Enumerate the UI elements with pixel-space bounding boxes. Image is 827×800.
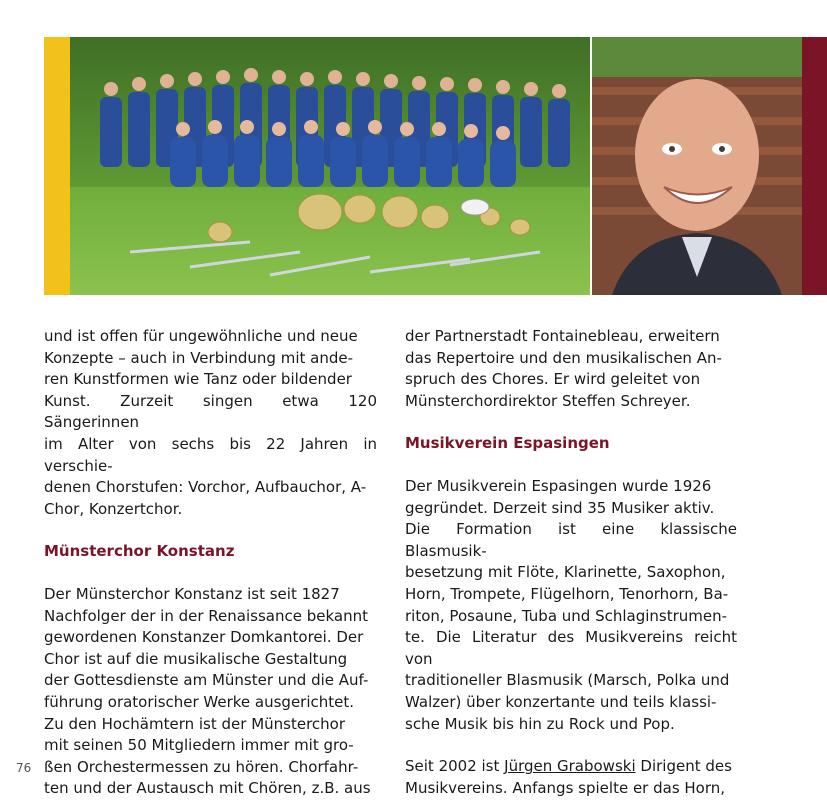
photo-band	[44, 37, 827, 295]
band-group-photo	[70, 37, 590, 295]
red-accent-bar	[802, 37, 827, 295]
intro-paragraph-right: der Partnerstadt Fontainebleau, erweitern das Repertoire und den musikalischen An- spruch des Chores. Er wird geleitet von Münsterchordirektor Steffen Schreyer.	[405, 327, 722, 410]
heading-muensterchor: Münsterchor Konstanz	[44, 542, 235, 561]
heading-musikverein: Musikverein Espasingen	[405, 434, 610, 453]
conductor-portrait	[592, 37, 802, 295]
left-column	[44, 326, 377, 800]
link-juergen-grabowski[interactable]: Jürgen Grabowski	[504, 757, 636, 776]
paragraph-dirigent: Seit 2002 ist Jürgen Grabowski Dirigent des Musikvereins. Anfangs spielte er das Horn,	[405, 757, 732, 797]
intro-paragraph-left: und ist offen für ungewöhnliche und neue Konzepte – auch in Verbindung mit ande- ren Kunstformen wie Tanz oder bildender Kunst. Zurzeit singen etwa 120 Sängerinnen im Alter von sechs bis 22 Jahren in verschie- denen Chorstufen: Vorchor, Aufbauchor, A- Chor, Konzertchor.	[44, 327, 377, 518]
paragraph-muensterchor: Der Münsterchor Konstanz ist seit 1827 Nachfolger der in der Renaissance bekannt gewordenen Konstanzer Domkantorei. Der Chor ist auf die musikalische Gestaltung der Gottesdienste am Münster und die Auf- führung oratorischer Werke ausgerichtet. Zu den Hochämtern ist der Münsterchor mit seinen 50 Mitgliedern immer mit gro- ßen Orchestermessen zu hören. Chorfahr- ten und der Austausch mit Chören, z.B. aus	[44, 584, 371, 798]
paragraph-musikverein: Der Musikverein Espasingen wurde 1926 gegründet. Derzeit sind 35 Musiker aktiv. Die Formation ist eine klassische Blasmusik- besetzung mit Flöte, Klarinette, Saxophon, Horn, Trompete, Flügelhorn, Tenorhorn, Ba- riton, Posaune, Tuba und Schlaginstrumen- te. Die Literatur des Musikvereins reicht von traditioneller Blasmusik (Marsch, Polka und Walzer) über konzertante und teils klassi- sche Musik bis hin zu Rock und Pop.	[405, 476, 737, 733]
yellow-accent-bar	[44, 37, 70, 295]
right-column	[405, 326, 737, 799]
page-number: 76	[16, 761, 32, 775]
